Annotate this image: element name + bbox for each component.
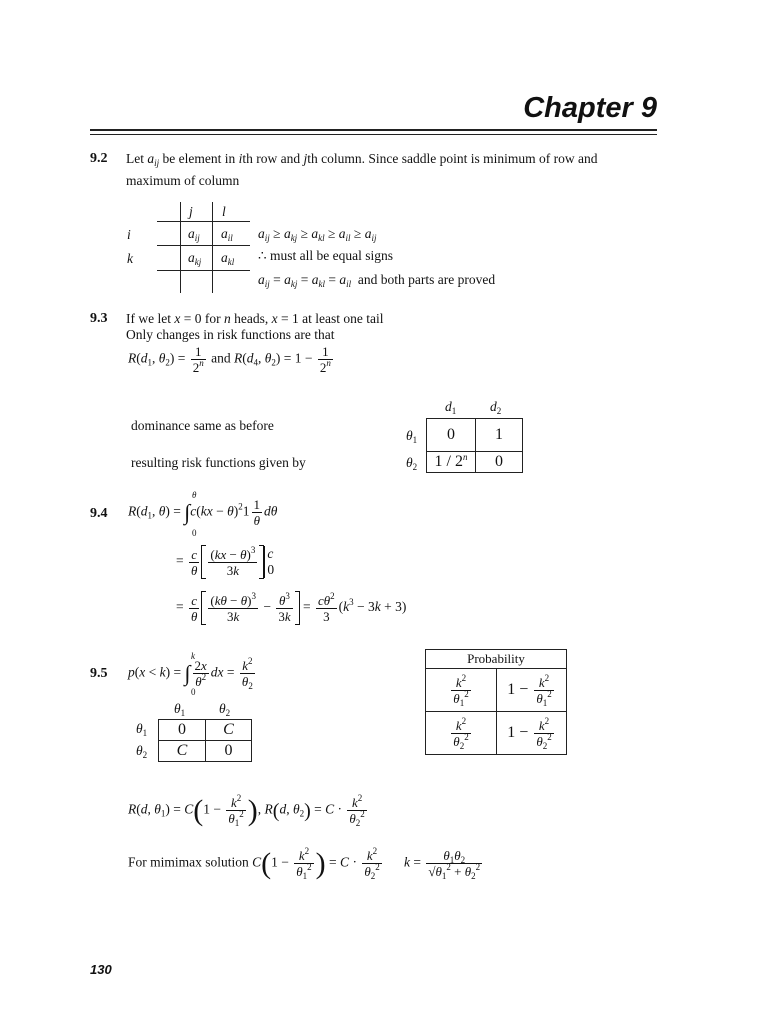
matrix-col-l: l — [222, 204, 226, 219]
therefore-line: ∴ must all be equal signs — [258, 248, 393, 263]
probability-table — [425, 649, 567, 755]
integral-upper-k: k — [191, 651, 195, 661]
s95-probability-equation: p(x < k) = ∫ $\frac{2x}{\theta^2}$ dx = $\frac{k^2}{\theta_2}$ — [128, 656, 253, 691]
matrix-cell-akl: $a_{kl}$ — [221, 250, 235, 267]
s93-risk-equation: $R(d_1$, $\theta_2$) = $\frac{1}{2^n}$ and $R(d_4$, $\theta_2) = 1$ − $\frac{1}{2^n}$ — [128, 344, 331, 375]
page-number: 130 — [90, 962, 112, 977]
s92-line1: Let $a_{ij}$ be element in ith row and jth column. Since saddle point is minimum of row and — [126, 151, 598, 168]
title-rule-thin — [90, 134, 657, 135]
loss-cell: C — [159, 741, 206, 762]
inequality-chain: $a_{ij} \ge a_{kj} \ge a_{kl} \ge a_{il} \ge a_{ij}$ — [258, 226, 377, 243]
dominance-text: dominance same as before — [131, 418, 274, 433]
section-number-9-4: 9.4 — [90, 506, 108, 521]
s93-line2: Only changes in risk functions are that — [126, 327, 335, 342]
loss-col-theta2: $\theta_2$ — [219, 701, 231, 718]
s94-line3: = $\frac{c}{\theta}$ $\frac{(k\theta - \theta)^3}{3k}$ − $\frac{\theta^3}{3k}$ = $\frac{c\theta^2}{3}$ $(k^3 - 3k + 3)$ — [176, 590, 407, 624]
matrix-cell-akj: $a_{kj}$ — [188, 250, 202, 267]
prob-cell: 1 − $\frac{k^2}{\theta_2^2}$ — [497, 712, 567, 755]
loss-col-theta1: $\theta_1$ — [174, 701, 186, 718]
matrix-row-i: i — [127, 227, 131, 242]
s95-risk-equation: R(d, $\theta_1) = C(1$ − $\frac{k^2}{\theta_1^2}$ ), R(d, $\theta_2) = C$ · $\frac{k^2}{\theta_2^2}$ — [128, 793, 365, 828]
matrix-hline-1 — [157, 221, 250, 222]
prob-cell: 1 − $\frac{k^2}{\theta_1^2}$ — [497, 669, 567, 712]
loss-cell: C — [206, 720, 252, 741]
risk-cell: 1 / 2$^n$ — [427, 452, 476, 473]
risk-table — [426, 418, 523, 473]
s93-line1: If we let x = 0 for n heads, x = 1 at least one tail — [126, 311, 384, 326]
matrix-hline-3 — [157, 270, 250, 271]
integral-upper-theta: θ — [192, 490, 197, 500]
s94-line1: $R(d_1$, θ) = ∫c(kx − θ)$^2$1 $\frac{1}{\theta}$ dθ — [128, 497, 278, 528]
section-number-9-2: 9.2 — [90, 151, 108, 166]
matrix-cell-ail: $a_{il}$ — [221, 226, 233, 243]
risk-cell: 1 — [476, 419, 523, 452]
s94-line2: = $\frac{c}{\theta}$ $\frac{(kx - \theta)^3}{3k}$ c 0 — [176, 544, 275, 578]
loss-table — [158, 719, 252, 762]
risk-row-theta1: $\theta_1$ — [406, 428, 418, 445]
matrix-row-k: k — [127, 251, 133, 266]
risk-cell: 0 — [427, 419, 476, 452]
s92-line2: maximum of column — [126, 173, 240, 188]
section-number-9-5: 9.5 — [90, 666, 108, 681]
title-rule-thick — [90, 129, 657, 131]
integral-lower-zero: 0 — [192, 528, 197, 538]
chapter-title: Chapter 9 — [523, 92, 657, 124]
resulting-text: resulting risk functions given by — [131, 455, 306, 470]
risk-row-theta2: $\theta_2$ — [406, 455, 418, 472]
risk-col-d1: $d_1$ — [445, 399, 457, 416]
matrix-vline-1 — [180, 202, 181, 293]
matrix-col-j: j — [189, 204, 193, 219]
matrix-vline-2 — [212, 202, 213, 293]
matrix-cell-aij: $a_{ij}$ — [188, 226, 200, 243]
s95-minimax-equation: For mimimax solution C(1 − $\frac{k^2}{\theta_1^2}$ ) = C · $\frac{k^2}{\theta_2^2}$ k = $\frac{\theta_1\theta_2}{√\theta_1^2 + \theta_2^2}$ — [128, 846, 481, 881]
risk-cell: 0 — [476, 452, 523, 473]
prob-cell: $\frac{k^2}{\theta_2^2}$ — [426, 712, 497, 755]
risk-col-d2: $d_2$ — [490, 399, 502, 416]
prob-cell: $\frac{k^2}{\theta_1^2}$ — [426, 669, 497, 712]
equality-line: $a_{ij} = a_{kj} = a_{kl} = a_{il}$ and both parts are proved — [258, 272, 496, 289]
loss-cell: 0 — [159, 720, 206, 741]
matrix-hline-2 — [157, 245, 250, 246]
integral-lower-zero-2: 0 — [191, 687, 196, 697]
probability-header: Probability — [426, 650, 567, 669]
loss-row-theta2: $\theta_2$ — [136, 743, 148, 760]
section-number-9-3: 9.3 — [90, 311, 108, 326]
loss-row-theta1: $\theta_1$ — [136, 721, 148, 738]
loss-cell: 0 — [206, 741, 252, 762]
